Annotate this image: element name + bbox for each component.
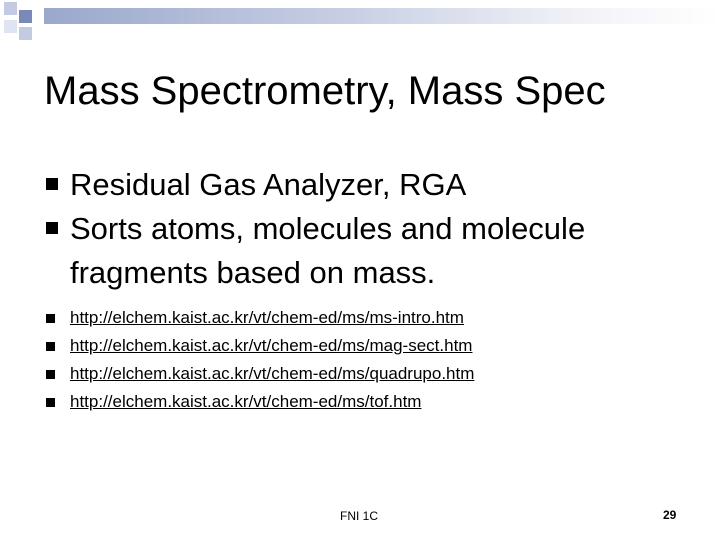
list-item <box>44 304 474 332</box>
list-item <box>44 388 474 416</box>
bullet-text: Sorts atoms, molecules and molecule fragments based on mass. <box>70 211 586 290</box>
square-bullet-icon <box>46 178 58 190</box>
list-item <box>44 360 474 388</box>
reference-link[interactable]: http://elchem.kaist.ac.kr/vt/chem-ed/ms/quadrupo.htm <box>70 364 475 383</box>
square-bullet-icon <box>46 398 55 407</box>
slide-title: Mass Spectrometry, Mass Spec <box>44 69 606 113</box>
reference-link[interactable]: http://elchem.kaist.ac.kr/vt/chem-ed/ms/ms-intro.htm <box>70 308 464 327</box>
header-gradient-bar <box>44 8 720 24</box>
deco-square-icon <box>4 20 17 33</box>
square-bullet-icon <box>46 370 55 379</box>
bullet-text: Residual Gas Analyzer, RGA <box>70 167 467 202</box>
reference-link[interactable]: http://elchem.kaist.ac.kr/vt/chem-ed/ms/mag-sect.htm <box>70 336 473 355</box>
square-bullet-icon <box>46 222 58 234</box>
link-bullet-list <box>44 304 474 416</box>
list-item <box>44 207 720 295</box>
square-bullet-icon <box>46 314 55 323</box>
list-item <box>44 163 720 207</box>
decorative-header <box>0 0 720 50</box>
deco-square-icon <box>19 27 32 40</box>
deco-square-icon <box>4 2 17 15</box>
square-bullet-icon <box>46 342 55 351</box>
deco-square-icon <box>19 10 32 23</box>
reference-link[interactable]: http://elchem.kaist.ac.kr/vt/chem-ed/ms/tof.htm <box>70 392 422 411</box>
main-bullet-list <box>44 163 720 295</box>
list-item <box>44 332 474 360</box>
page-number: 29 <box>663 508 677 522</box>
footer-text: FNI 1C <box>340 509 379 523</box>
